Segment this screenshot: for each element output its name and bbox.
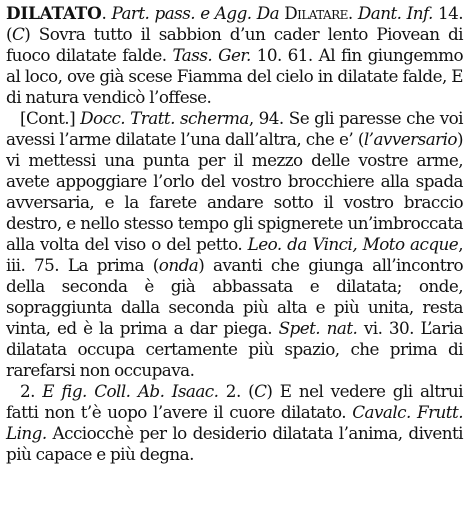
italic-run: Spet. nat. xyxy=(278,318,358,338)
text-run: ) Sovra tutto il sabbion d’un cader lento Piovean di fuoco dilatate falde. xyxy=(6,24,463,65)
text-run: [Cont.] xyxy=(20,108,81,128)
text-run: Acciocchè per lo desiderio dilatata l’anima, diventi più capace e più degna. xyxy=(6,423,463,464)
entry-paragraph-continuation xyxy=(6,108,463,381)
italic-run: C xyxy=(254,381,267,401)
entry-paragraph-definition xyxy=(6,3,463,108)
italic-run: Leo. da Vinci, Moto acque xyxy=(247,234,459,254)
entry-paragraph-figurative xyxy=(6,381,463,465)
italic-run: C xyxy=(12,24,25,44)
italic-run: Tass. Ger. xyxy=(172,45,251,65)
text-run: . xyxy=(347,3,358,23)
text-run: ) E nel vedere gli altrui fatti non t’è uopo l’avere il cuore dilatato. xyxy=(6,381,463,422)
text-run: , 94. Se gli paresse che voi avessi l’arme dilatate l’una dall’altra, che e’ ( xyxy=(6,108,463,149)
text-run: ) vi mettessi una punta per il mezzo delle vostre arme, avete appoggiare l’orlo del vostro brocchiere alla spada avversaria, e la farete andare sotto il vostro braccio destro, e nello stesso tempo gli spignerete un’imbroccata alla volta del viso o del petto. xyxy=(6,129,463,254)
italic-run: onda xyxy=(158,255,199,275)
text-run: ) avanti che giunga all’incontro della seconda è già abbassata e dilatata; onde, sopraggiunta dalla seconda più alta e più unita, resta vinta, ed è la prima a dar piega. xyxy=(6,255,463,338)
italic-run: Part. pass. e Agg. xyxy=(111,3,252,23)
italic-run: Da xyxy=(256,3,280,23)
italic-run: Dant. Inf. xyxy=(357,3,433,23)
text-run: 10. 61. Al fin giungemmo al loco, ove già scese Fiamma del cielo in dilatate falde, E di natura vendicò l’offese. xyxy=(6,45,463,107)
text-run: 2. xyxy=(20,381,43,401)
italic-run: E fig. Coll. Ab. Isaac. xyxy=(42,381,219,401)
text-run: 14. ( xyxy=(6,3,464,44)
italic-run: Docc. Tratt. scherma xyxy=(80,108,249,128)
text-run: , iii. 75. La prima ( xyxy=(6,234,463,275)
text-run: vi. 30. L’aria dilatata occupa certamente più spazio, che prima di rarefarsi non occupava. xyxy=(6,318,463,380)
text-run: 2. ( xyxy=(218,381,255,401)
small-caps-run: Dilatare xyxy=(284,3,348,23)
headword: DILATATO xyxy=(6,3,102,23)
text-run: . xyxy=(101,3,112,23)
italic-run: Cavalc. Frutt. Ling. xyxy=(6,402,463,443)
italic-run: l’avversario xyxy=(363,129,457,149)
